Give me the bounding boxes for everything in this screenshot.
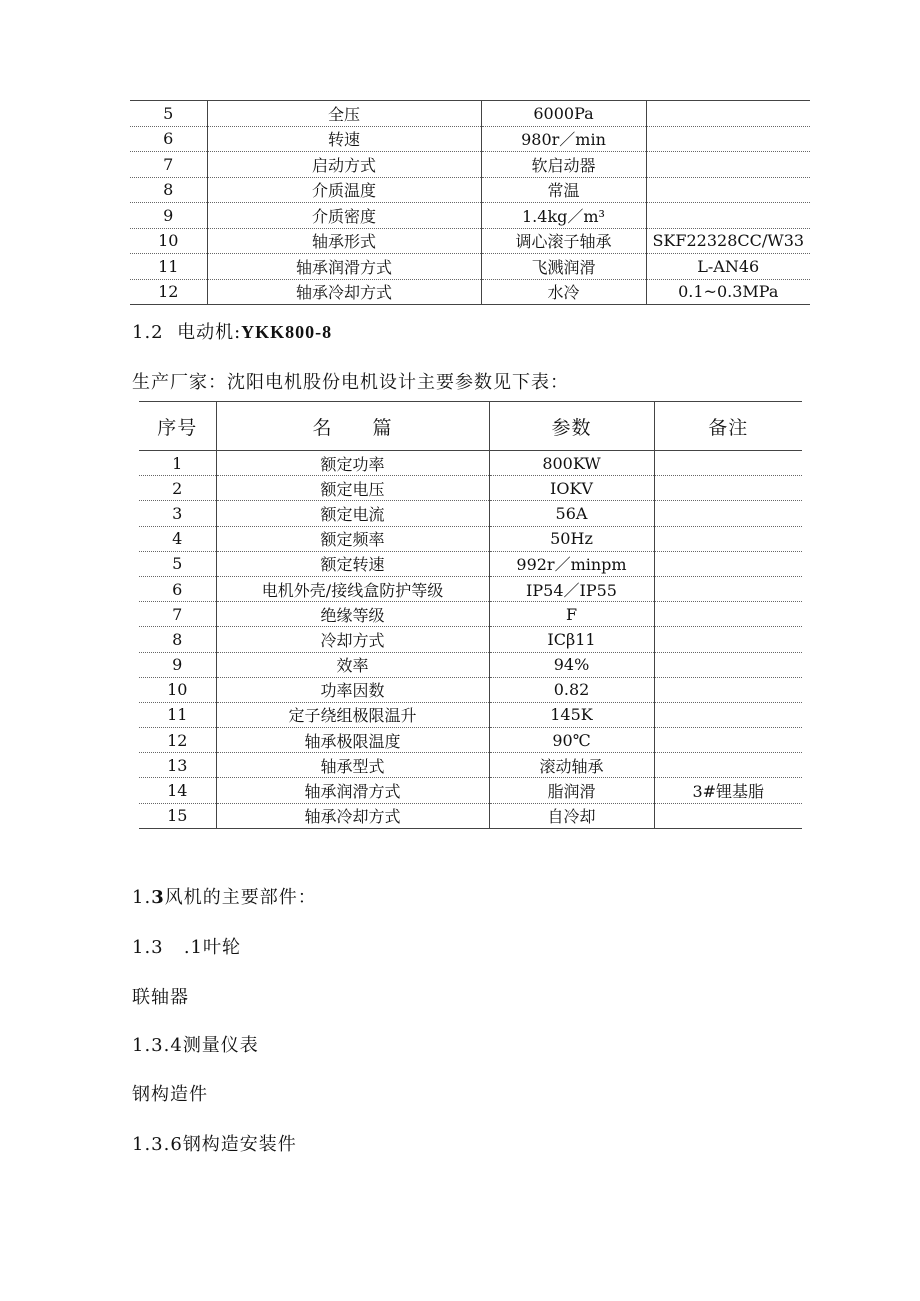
cell-name: 轴承冷却方式 <box>216 803 489 828</box>
section-number: 1.2 <box>132 322 164 343</box>
section-title: .1叶轮 <box>183 937 241 958</box>
cell-name: 轴承形式 <box>207 228 481 254</box>
section-title: 测量仪表 <box>182 1035 259 1056</box>
table-row <box>130 279 810 305</box>
cell-note: 0.1~0.3MPa <box>646 279 810 305</box>
cell-name: 额定功率 <box>216 451 489 476</box>
table-row <box>139 677 802 702</box>
table-row <box>139 526 802 551</box>
cell-value: IP54／IP55 <box>489 576 654 601</box>
cell-no: 7 <box>139 602 216 627</box>
cell-value: 0.82 <box>489 677 654 702</box>
cell-value: 1.4kg／m³ <box>481 203 646 229</box>
cell-no: 3 <box>139 501 216 526</box>
cell-value: 800KW <box>489 451 654 476</box>
cell-no: 6 <box>139 576 216 601</box>
header-value: 参数 <box>489 402 654 451</box>
table-header-row <box>139 402 802 451</box>
header-note: 备注 <box>654 402 802 451</box>
section-title: 风机的主要部件： <box>164 887 317 908</box>
line-coupling: 联轴器 <box>132 987 189 1008</box>
table-row <box>139 652 802 677</box>
cell-no: 13 <box>139 753 216 778</box>
cell-note: 3#锂基脂 <box>654 778 802 803</box>
cell-value: 94% <box>489 652 654 677</box>
cell-no: 2 <box>139 476 216 501</box>
cell-name: 额定频率 <box>216 526 489 551</box>
cell-note <box>654 602 802 627</box>
section-title: 钢构造安装件 <box>182 1134 297 1155</box>
cell-note <box>646 177 810 203</box>
section-label: 电动机: <box>177 322 242 343</box>
section-bold-number: 3 <box>151 887 165 908</box>
cell-value: 56A <box>489 501 654 526</box>
cell-value: IOKV <box>489 476 654 501</box>
line-steel: 钢构造件 <box>132 1084 208 1105</box>
cell-note <box>654 728 802 753</box>
table-row <box>130 228 810 254</box>
table-row <box>139 602 802 627</box>
cell-note <box>654 451 802 476</box>
table-row <box>139 778 802 803</box>
cell-note <box>654 753 802 778</box>
cell-note <box>654 803 802 828</box>
cell-no: 1 <box>139 451 216 476</box>
table-row <box>130 254 810 280</box>
cell-name: 介质温度 <box>207 177 481 203</box>
cell-name: 电机外壳/接线盒防护等级 <box>216 576 489 601</box>
table-row <box>139 728 802 753</box>
section-number: 1.3.4 <box>132 1035 183 1056</box>
cell-note <box>654 526 802 551</box>
table-row <box>139 501 802 526</box>
cell-no: 10 <box>130 228 207 254</box>
cell-name: 效率 <box>216 652 489 677</box>
table-row <box>139 627 802 652</box>
table-row <box>130 203 810 229</box>
cell-value: 常温 <box>481 177 646 203</box>
cell-no: 11 <box>139 702 216 727</box>
cell-value: 滚动轴承 <box>489 753 654 778</box>
cell-value: 调心滚子轴承 <box>481 228 646 254</box>
cell-name: 启动方式 <box>207 152 481 178</box>
cell-no: 11 <box>130 254 207 280</box>
cell-note <box>646 126 810 152</box>
table-row <box>139 476 802 501</box>
cell-name: 介质密度 <box>207 203 481 229</box>
cell-name: 额定电流 <box>216 501 489 526</box>
cell-no: 12 <box>139 728 216 753</box>
header-no: 序号 <box>139 402 216 451</box>
cell-note <box>646 152 810 178</box>
cell-name: 轴承润滑方式 <box>207 254 481 280</box>
section-number: 1.3 <box>132 937 164 958</box>
cell-value: 90℃ <box>489 728 654 753</box>
cell-name: 转速 <box>207 126 481 152</box>
table-row <box>139 702 802 727</box>
cell-value: F <box>489 602 654 627</box>
manufacturer-line: 生产厂家：沈阳电机股份电机设计主要参数见下表： <box>132 372 569 393</box>
cell-no: 12 <box>130 279 207 305</box>
cell-note: SKF22328CC/W33 <box>646 228 810 254</box>
table-row <box>139 451 802 476</box>
cell-value: 6000Pa <box>481 101 646 127</box>
cell-no: 10 <box>139 677 216 702</box>
cell-name: 轴承冷却方式 <box>207 279 481 305</box>
fan-parameter-table <box>130 100 810 305</box>
cell-note <box>654 677 802 702</box>
cell-note <box>654 652 802 677</box>
cell-name: 轴承润滑方式 <box>216 778 489 803</box>
section-prefix: 1. <box>132 887 152 908</box>
table-row <box>139 803 802 828</box>
cell-name: 额定转速 <box>216 551 489 576</box>
cell-name: 绝缘等级 <box>216 602 489 627</box>
cell-name: 全压 <box>207 101 481 127</box>
cell-note: L-AN46 <box>646 254 810 280</box>
section-1-3-heading <box>132 883 317 909</box>
cell-value: 自冷却 <box>489 803 654 828</box>
table-row <box>130 152 810 178</box>
table-row <box>139 551 802 576</box>
cell-no: 14 <box>139 778 216 803</box>
cell-note <box>654 702 802 727</box>
cell-name: 冷却方式 <box>216 627 489 652</box>
cell-value: 飞溅润滑 <box>481 254 646 280</box>
motor-model: YKK800-8 <box>241 322 333 342</box>
cell-note <box>646 101 810 127</box>
section-1-3-1 <box>132 933 241 959</box>
header-name: 名 篇 <box>216 402 489 451</box>
cell-note <box>654 551 802 576</box>
cell-no: 9 <box>130 203 207 229</box>
table-row <box>130 101 810 127</box>
cell-value: 145K <box>489 702 654 727</box>
cell-no: 6 <box>130 126 207 152</box>
cell-name: 轴承极限温度 <box>216 728 489 753</box>
cell-no: 15 <box>139 803 216 828</box>
section-1-2-heading <box>132 318 332 344</box>
cell-no: 9 <box>139 652 216 677</box>
cell-value: 脂润滑 <box>489 778 654 803</box>
table-row <box>130 126 810 152</box>
section-1-3-6 <box>132 1130 297 1156</box>
cell-no: 5 <box>130 101 207 127</box>
cell-note <box>654 627 802 652</box>
cell-value: 水冷 <box>481 279 646 305</box>
cell-name: 额定电压 <box>216 476 489 501</box>
cell-note <box>646 203 810 229</box>
table-row <box>139 576 802 601</box>
cell-note <box>654 476 802 501</box>
cell-name: 功率因数 <box>216 677 489 702</box>
cell-name: 定子绕组极限温升 <box>216 702 489 727</box>
cell-value: 992r／minpm <box>489 551 654 576</box>
cell-name: 轴承型式 <box>216 753 489 778</box>
cell-value: 50Hz <box>489 526 654 551</box>
cell-note <box>654 576 802 601</box>
cell-no: 8 <box>130 177 207 203</box>
cell-no: 5 <box>139 551 216 576</box>
section-number: 1.3.6 <box>132 1134 183 1155</box>
cell-no: 7 <box>130 152 207 178</box>
section-1-3-4 <box>132 1031 259 1057</box>
table-row <box>130 177 810 203</box>
cell-value: 980r／min <box>481 126 646 152</box>
cell-no: 8 <box>139 627 216 652</box>
cell-value: 软启动器 <box>481 152 646 178</box>
table-row <box>139 753 802 778</box>
cell-note <box>654 501 802 526</box>
cell-no: 4 <box>139 526 216 551</box>
cell-value: ICβ11 <box>489 627 654 652</box>
motor-parameter-table <box>139 401 802 829</box>
